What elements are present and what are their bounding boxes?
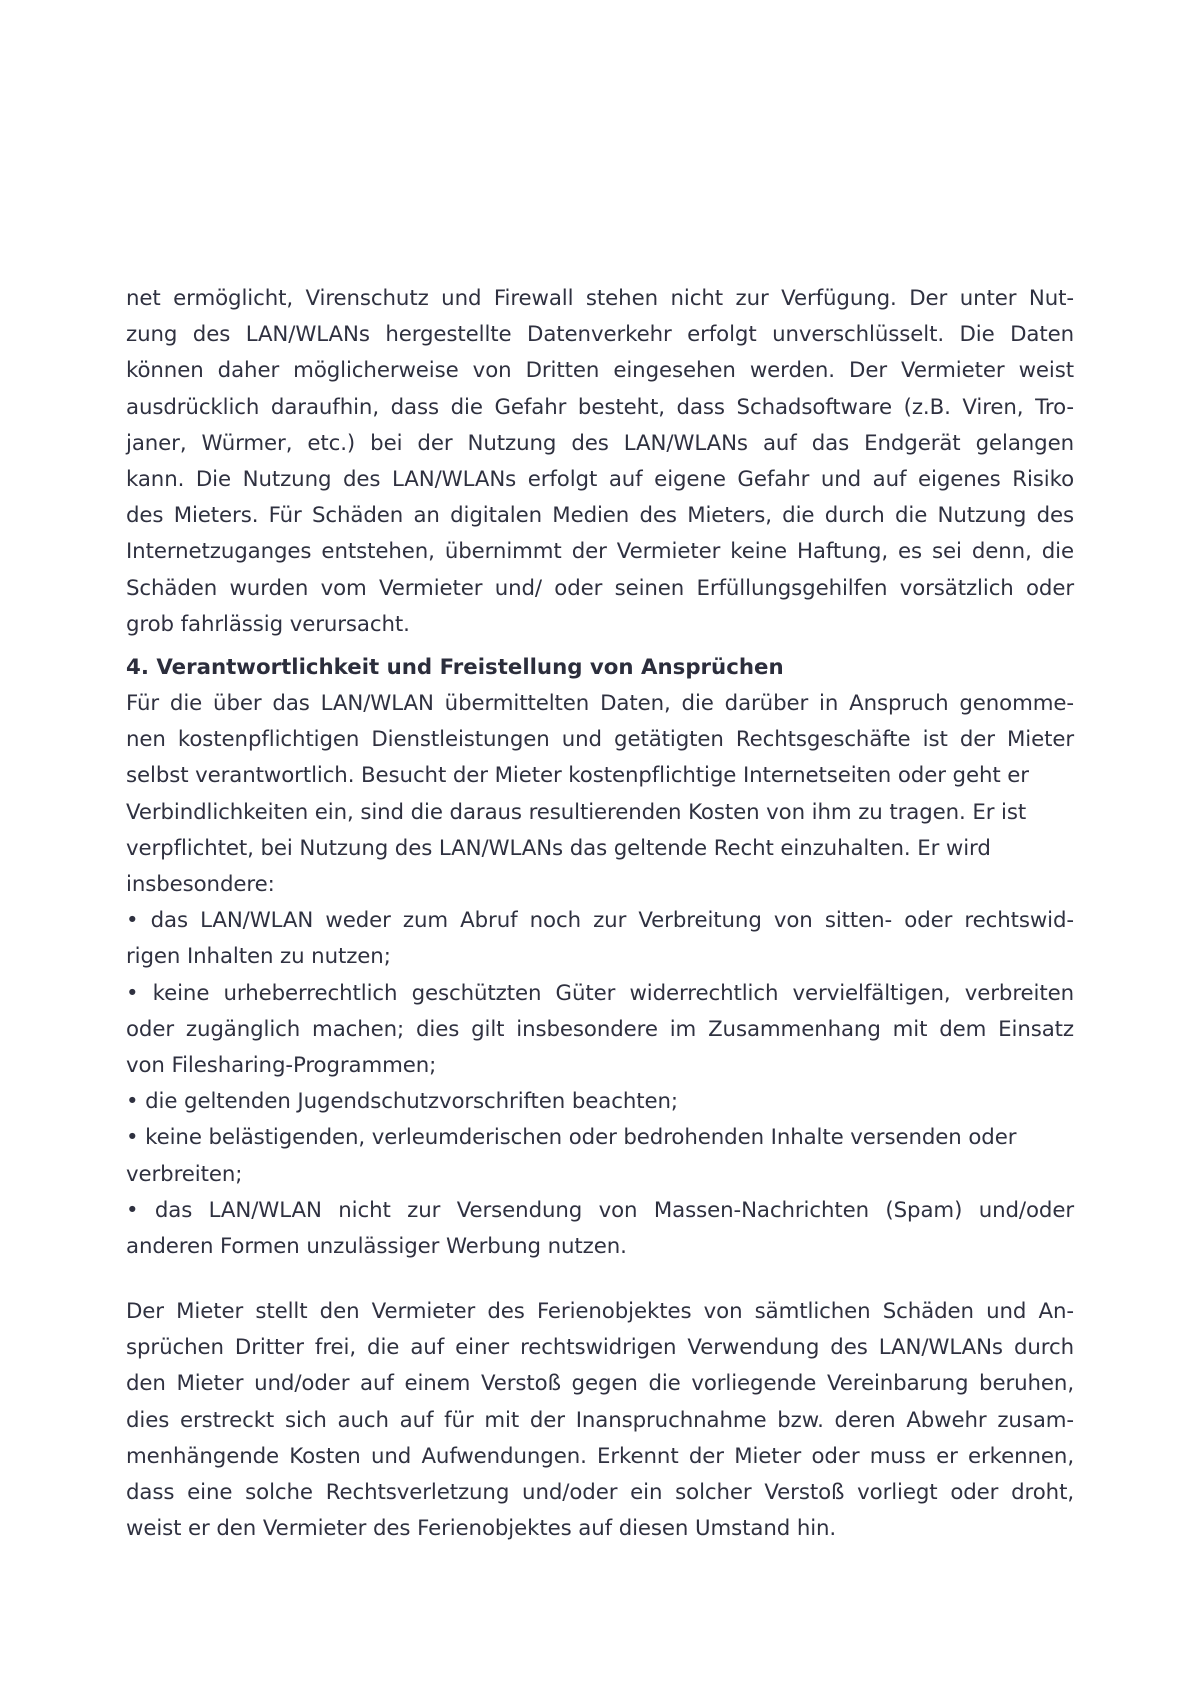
bullet-item: • keine belästigenden, verleumderischen oder bedrohenden Inhalte versenden oder bbox=[126, 1125, 1017, 1151]
text-line: janer, Würmer, etc.) bei der Nutzung des LAN/WLANs auf das Endgerät gelangen bbox=[126, 430, 1074, 456]
paragraph-internet-usage bbox=[126, 281, 1074, 643]
text-line: Internetzuganges entstehen, übernimmt der Vermieter keine Haftung, es sei denn, die bbox=[126, 539, 1074, 565]
text-line: Verbindlichkeiten ein, sind die daraus resultierenden Kosten von ihm zu tragen. Er ist bbox=[126, 799, 1027, 825]
text-line: verbreiten; bbox=[126, 1161, 243, 1187]
text-line: verpflichtet, bei Nutzung des LAN/WLANs das geltende Recht einzuhalten. Er wird bbox=[126, 835, 991, 861]
paragraph-indemnification bbox=[126, 1294, 1074, 1547]
bullet-item: • keine urheberrechtlich geschützten Güter widerrechtlich vervielfältigen, verbreiten bbox=[126, 980, 1074, 1006]
text-line: von Filesharing-Programmen; bbox=[126, 1052, 437, 1078]
text-line: nen kostenpflichtigen Dienstleistungen und getätigten Rechtsgeschäfte ist der Mieter bbox=[126, 727, 1074, 753]
text-line: insbesondere: bbox=[126, 872, 275, 897]
paragraph-responsibility bbox=[126, 686, 1074, 1265]
text-line: zung des LAN/WLANs hergestellte Datenverkehr erfolgt unverschlüsselt. Die Daten bbox=[126, 322, 1074, 348]
paragraph-spacer bbox=[126, 1265, 1074, 1294]
text-line: des Mieters. Für Schäden an digitalen Medien des Mieters, die durch die Nutzung des bbox=[126, 503, 1074, 529]
document-body bbox=[126, 281, 1074, 1547]
text-line: den Mieter und/oder auf einem Verstoß gegen die vorliegende Vereinbarung beruhen, bbox=[126, 1371, 1074, 1397]
text-line: selbst verantwortlich. Besucht der Mieter kostenpflichtige Internetseiten oder geht er bbox=[126, 763, 1029, 789]
text-line: weist er den Vermieter des Ferienobjektes auf diesen Umstand hin. bbox=[126, 1516, 837, 1542]
bullet-item: • das LAN/WLAN nicht zur Versendung von Massen-Nachrichten (Spam) und/oder bbox=[126, 1197, 1074, 1223]
text-line: rigen Inhalten zu nutzen; bbox=[126, 944, 391, 970]
text-line: menhängende Kosten und Aufwendungen. Erkennt der Mieter oder muss er erkennen, bbox=[126, 1443, 1074, 1469]
text-line: kann. Die Nutzung des LAN/WLANs erfolgt auf eigene Gefahr und auf eigenes Risiko bbox=[126, 466, 1074, 492]
text-line: Der Mieter stellt den Vermieter des Ferienobjektes von sämtlichen Schäden und An- bbox=[126, 1299, 1074, 1325]
section-heading: 4. Verantwortlichkeit und Freistellung von Ansprüchen bbox=[126, 654, 784, 680]
text-line: sprüchen Dritter frei, die auf einer rechtswidrigen Verwendung des LAN/WLANs durch bbox=[126, 1335, 1074, 1361]
text-line: net ermöglicht, Virenschutz und Firewall stehen nicht zur Verfügung. Der unter Nut- bbox=[126, 286, 1074, 311]
text-line: anderen Formen unzulässiger Werbung nutzen. bbox=[126, 1233, 627, 1259]
text-line: können daher möglicherweise von Dritten eingesehen werden. Der Vermieter weist bbox=[126, 358, 1074, 384]
bullet-item: • die geltenden Jugendschutzvorschriften beachten; bbox=[126, 1089, 678, 1115]
text-line: oder zugänglich machen; dies gilt insbesondere im Zusammenhang mit dem Einsatz bbox=[126, 1016, 1074, 1042]
text-line: dass eine solche Rechtsverletzung und/oder ein solcher Verstoß vorliegt oder droht, bbox=[126, 1480, 1074, 1505]
text-line: ausdrücklich daraufhin, dass die Gefahr besteht, dass Schadsoftware (z.B. Viren, Tro- bbox=[126, 394, 1074, 420]
bullet-item: • das LAN/WLAN weder zum Abruf noch zur Verbreitung von sitten- oder rechtswid- bbox=[126, 908, 1074, 934]
text-line: grob fahrlässig verursacht. bbox=[126, 611, 410, 637]
text-line: Schäden wurden vom Vermieter und/ oder seinen Erfüllungsgehilfen vorsätzlich oder bbox=[126, 575, 1074, 601]
text-line: Für die über das LAN/WLAN übermittelten Daten, die darüber in Anspruch genomme- bbox=[126, 691, 1074, 717]
text-line: dies erstreckt sich auch auf für mit der Inanspruchnahme bzw. deren Abwehr zusam- bbox=[126, 1407, 1074, 1433]
